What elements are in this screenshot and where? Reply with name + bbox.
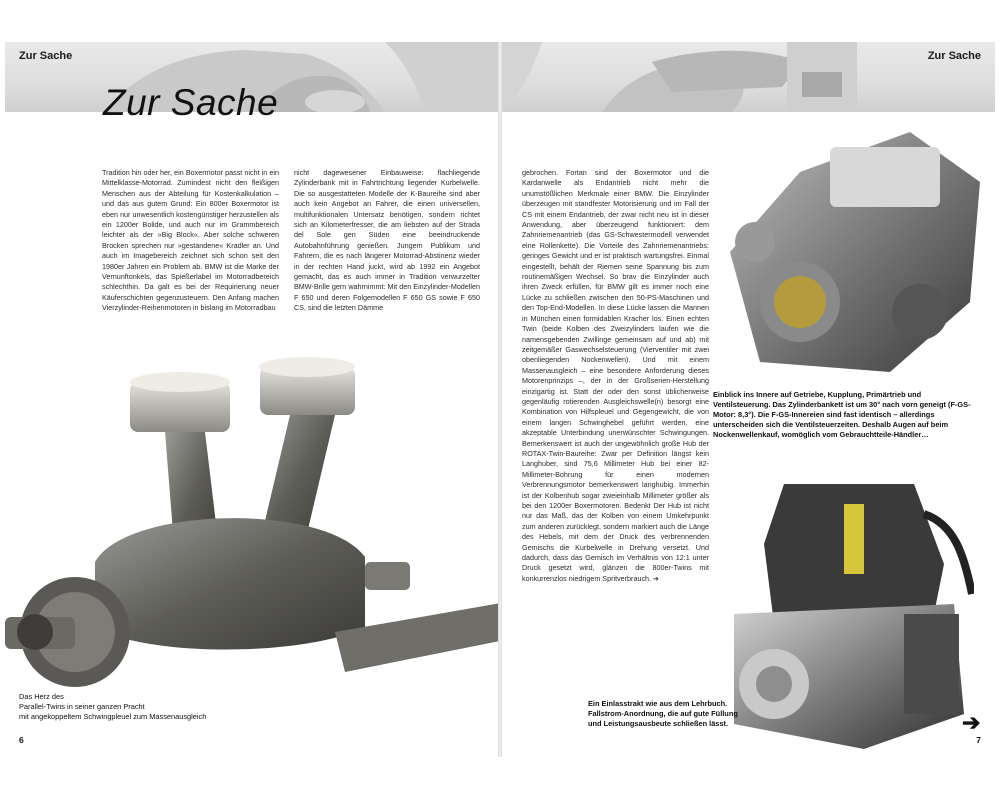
engine-cutaway-photo (720, 132, 990, 377)
motorcycle-silhouette-right (502, 42, 995, 112)
crankshaft-piston-photo (5, 327, 498, 727)
engine-intake-photo (714, 484, 974, 754)
caption-line: Ein Einlasstrakt wie aus dem Lehrbuch. (588, 699, 728, 708)
caption-line: Fallstrom-Anordnung, die auf gute Füllung (588, 709, 738, 718)
caption-line: und Leistungsausbeute schließen lässt. (588, 719, 729, 728)
photo-caption-top-right: Einblick ins Innere auf Getriebe, Kupplung, Primärtrieb und Ventilsteuerung. Das Zylinderbankett ist um 30° nach vorn geneigt (F-GS-Motor: 8,3°). Die F-GS-Innereien sind fast identisch – allerdings unterscheiden sich die Ventilsteuerzeiten. Deshalb Augen auf beim Nockenwellenkauf, womöglich vom Gebrauchtteile-Händler… (713, 390, 971, 439)
page-number-left: 6 (19, 735, 24, 745)
page-title: Zur Sache (103, 82, 279, 123)
right-page (502, 42, 995, 757)
next-page-arrow-icon[interactable]: ➔ (962, 710, 981, 735)
body-text-column-2: nicht dagewesener Einbauweise: flachliegende Zylinderbank mit in Fahrtrichtung liegender Kurbelwelle. Die so ausgestatteten Modelle der K-Baureihe sind aber auch kein Angebot an Fahrer, die einen universellen, multifunktionalen Untersatz benötigen, sondern richtet sich an Kilometerfresser, die am liebsten auf der Strada del Sole gen Süden eine beeindruckende Autobahnführung genießen. Jungem Publikum und Fahrern, die es nach längerer Motorrad-Abstinenz wieder in der rechten Hand juckt, wird ab 1992 ein Angebot gemacht, das es auch immer in Tradition verwurzelter BMW-Brille gern wahrnimmt: Mit den Einzylinder-Modellen F 650 und deren Folgemodellen F 650 GS sowie F 650 CS, sind die letzten Dämme (294, 168, 480, 313)
text-column-right (522, 168, 709, 623)
page-number-right: 7 (976, 735, 981, 745)
photo-caption-bottom-right (588, 699, 738, 729)
body-text-column-1: Tradition hin oder her, ein Boxermotor passt nicht in ein Mittelklasse-Motorrad. Zumindest nicht den fleißigen Menschen aus der Abteilung für Kostenkalkulation – und das aus gutem Grund: Ein 800er Boxermotor ist eben nur unwesentlich kostengünstiger herzustellen als ein 1200er Bolide, und auch nur im Grammbereich leichter als der »Big Block«. Aber solche schweren Brocken sprechen nur »gestandene« Kradler an. Und auch im Imagebereich zeichnet sich schon seit den 1980er Jahren ein Problem ab. BMW ist die Marke der Vernunftonkels, das Spießerlabel im Motorradbereich schlechthin. Da galt es bei der Requirierung neuer Käuferschichten gegenzusteuern. Den Anfang machen Vierzylinder-Reihenmotoren in bislang im Motorradbau (102, 168, 279, 313)
running-header-left: Zur Sache (19, 50, 73, 62)
caption-line: Parallel-Twins in seiner ganzen Pracht (19, 702, 145, 711)
header-photo-band (502, 42, 995, 112)
caption-line: Das Herz des (19, 692, 64, 701)
caption-line: mit angekoppeltem Schwingpleuel zum Massenausgleich (19, 712, 207, 721)
photo-caption-left (19, 692, 206, 722)
body-text-column-right: gebrochen. Fortan sind der Boxermotor und die Kardanwelle als Endantrieb nicht mehr die unumstößlichen Merkmale einer BMW. Die Einzylinder überzeugen mit standfester Motorisierung und im Fall der CS mit einem Endantrieb, der zwar nicht neu ist in dieser Anwendung, aber überzeugend funktioniert: dem Zahnriemenantrieb (das GS-Schwestermodell verwendet eine Rollenkette). Die Vorteile des Zahnriemenantriebs: geringes Gewicht und er ist praktisch wartungsfrei. Einmal eingestellt, behält der Riemen seine Spannung bis zum routinemäßigen Wechsel. So brav die Einzylinder auch ihren Zweck erfüllen, für BMW gilt es immer noch eine Lücke zu schließen zwischen den 50-PS-Maschinen und den Top-End-Modellen. In diese Lücke lassen die Mannen in München einen formidablen Kracher los. Einen echten Twin (beide Kolben des Zweizylinders laufen wie die namensgebenden Zwillinge gemeinsam auf und ab) mit zeitgemäßer Gaswechselsteuerung (Vierventiler mit zwei obenliegenden Nockenwellen). Und mit einem Massenausgleich – eine besondere Anforderung dieses Motorenprinzips –, der in der Großserien-Herstellung einzigartig ist. Statt der oder den sonst üblicherweise gegenläufig rotierenden Ausgleichswelle(n) besorgt eine Kombination von Hilfspleuel und Gegengewicht, die von einem langen Schwinghebel geführt werden, eine akzeptable Unterbindung unerwünschter Schwingungen. Bemerkenswert ist auch der ungewöhnlich große Hub der ROTAX-Twin-Baureihe: Zwar per Definition längst kein Langhuber, sind 75,6 Millimeter Hub bei einer 82-Millimeter-Bohrung für einen modernen Verbrennungsmotor bemerkenswert langhubig. Immerhin ist der Kolbenhub sogar zweieinhalb Millimeter größer als bei den 1200er Boxermotoren. Bedenkt Der Hub ist nicht nur das Maß, das der Kolben von einem Umkehrpunkt zum anderen zurücklegt, sondern markiert auch die Länge des Hebels, mit dem der Druck des verbrennenden Gemischs die Kurbelwelle in Drehung versetzt. Und dadurch, dass das Gemisch im Verhältnis von 12:1 unter Druck gesetzt wird, glänzen die 800er-Twins mit konkurrenzlos niedrigem Spritverbrauch. ➔ (522, 168, 709, 583)
running-header-right: Zur Sache (927, 50, 981, 62)
left-page (5, 42, 498, 757)
